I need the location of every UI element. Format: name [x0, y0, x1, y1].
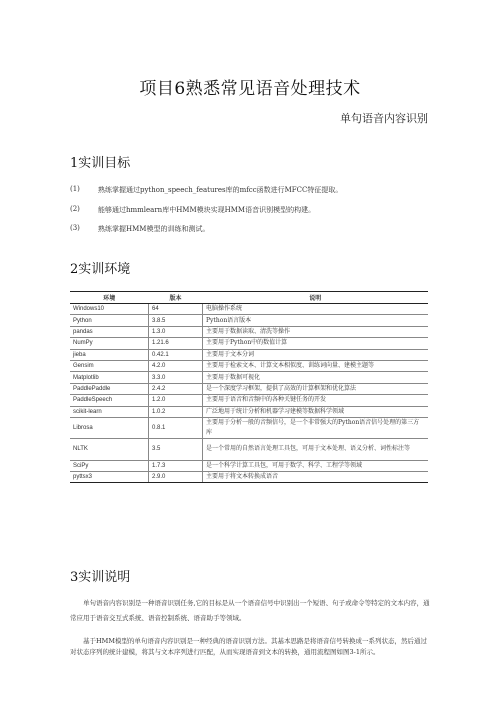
env-name-cell: pandas — [70, 326, 149, 337]
env-version-cell: 1.2.0 — [149, 395, 203, 406]
env-version-cell: 1.21.6 — [149, 338, 203, 349]
list-item-text: 熟练掌握通过python_speech_features库的mfcc函数进行MFCC特征提取。 — [98, 186, 343, 194]
env-version-cell: 1.3.0 — [149, 326, 203, 337]
env-version-cell: 0.42.1 — [149, 349, 203, 360]
env-desc-cell: 主要用于数据可视化 — [203, 372, 429, 383]
table-row — [70, 349, 428, 360]
document-title: 项目6熟悉常见语音处理技术 — [139, 79, 361, 99]
env-desc-cell: 主要用于将文本转换成语音 — [203, 472, 429, 483]
table-header-cell: 版本 — [149, 292, 203, 304]
env-name-cell: NumPy — [70, 338, 149, 349]
env-version-cell: 2.9.0 — [149, 472, 203, 483]
table-row — [70, 439, 428, 460]
table-row — [70, 383, 428, 394]
table-row — [70, 406, 428, 417]
table-row — [70, 395, 428, 406]
env-name-cell: pyttsx3 — [70, 472, 149, 483]
env-desc-cell: Python语言版本 — [203, 315, 429, 326]
env-name-cell: Librosa — [70, 417, 149, 438]
env-version-cell: 1.7.3 — [149, 460, 203, 471]
env-name-cell: Matplotlib — [70, 372, 149, 383]
env-name-cell: Gensim — [70, 360, 149, 371]
env-version-cell: 0.8.1 — [149, 417, 203, 438]
list-item — [70, 205, 430, 215]
env-version-cell: 2.4.2 — [149, 383, 203, 394]
list-item-number: (1) — [70, 185, 80, 193]
table-header-cell: 环境 — [70, 292, 149, 304]
env-desc-cell: 主要用于分析一般的音频信号，是一个非常强大的Python语音信号处理的第三方库 — [203, 417, 429, 438]
table-row — [70, 315, 428, 326]
env-version-cell: 1.0.2 — [149, 406, 203, 417]
table-header-cell: 说明 — [203, 292, 429, 304]
env-desc-cell: 广泛地用于统计分析和机器学习建模等数据科学领域 — [203, 406, 429, 417]
env-version-cell: 3.3.0 — [149, 372, 203, 383]
env-desc-cell: 主要用于语音和音频中的各种关键任务的开发 — [203, 395, 429, 406]
description-paragraph: 单句语音内容识别是一种语音识别任务,它的目标是从一个语音信号中识别出一个短语、句子或命令等特定的文本内容，通常应用于语音交互式系统、语音控制系统、语音助手等领域。 — [70, 599, 430, 622]
env-name-cell: PaddleSpeech — [70, 395, 149, 406]
list-item-number: (2) — [70, 204, 80, 213]
env-desc-cell: 是一个深度学习框架，提供了高效的计算框架和优化算法 — [203, 383, 429, 394]
env-desc-cell: 主要用于检索文本、计算文本相似度、训练词向量、建模主题等 — [203, 360, 429, 371]
env-desc-cell: 是一个常用的自然语言处理工具包，可用于文本处理、语义分析、词性标注等 — [203, 439, 429, 460]
table-row — [70, 304, 428, 315]
section-heading-environment: 2实训环境 — [70, 262, 131, 277]
environment-table — [70, 291, 428, 483]
list-item-text: 能够通过hmmlearn库中HMM模块实现HMM语音识别模型的构建。 — [98, 205, 316, 214]
list-item — [70, 185, 430, 195]
env-name-cell: Windows10 — [70, 304, 149, 315]
table-row — [70, 417, 428, 438]
table-row — [70, 372, 428, 383]
env-desc-cell: 主要用于文本分词 — [203, 349, 429, 360]
list-item — [70, 224, 430, 234]
table-header-row — [70, 292, 428, 304]
list-item-number: (3) — [70, 224, 80, 232]
table-row — [70, 338, 428, 349]
env-version-cell: 64 — [149, 304, 203, 315]
env-name-cell: NLTK — [70, 439, 149, 460]
section-heading-goals: 1实训目标 — [70, 156, 131, 171]
env-name-cell: SciPy — [70, 460, 149, 471]
goals-list — [70, 185, 430, 244]
list-item-text: 熟练掌握HMM模型的训练和测试。 — [98, 225, 210, 233]
description-paragraph: 基于HMM模型的单句语音内容识别是一种经典的语音识别方法。其基本思路是将语音信号转换成一系列状态，然后通过对状态序列的统计建模，将其与文本序列进行匹配，从而实现语音到文本的转换，通用流程图如图3-1所示。 — [70, 637, 427, 656]
env-name-cell: jieba — [70, 349, 149, 360]
section-heading-description: 3实训说明 — [70, 570, 131, 585]
env-desc-cell: 是一个科学计算工具包，可用于数学、科学、工程学等领域 — [203, 460, 429, 471]
env-desc-cell: 主要用于Python中的数值计算 — [203, 338, 429, 349]
table-row — [70, 460, 428, 471]
env-name-cell: Python — [70, 315, 149, 326]
env-name-cell: scikit-learn — [70, 406, 149, 417]
document-subtitle: 单句语音内容识别 — [340, 112, 428, 125]
env-name-cell: PaddlePaddle — [70, 383, 149, 394]
table-row — [70, 360, 428, 371]
env-desc-cell: 主要用于数据读取、清洗等操作 — [203, 326, 429, 337]
table-row — [70, 472, 428, 483]
env-version-cell: 4.2.0 — [149, 360, 203, 371]
env-version-cell: 3.5 — [149, 439, 203, 460]
table-row — [70, 326, 428, 337]
env-desc-cell: 电脑操作系统 — [203, 304, 429, 315]
env-version-cell: 3.8.5 — [149, 315, 203, 326]
